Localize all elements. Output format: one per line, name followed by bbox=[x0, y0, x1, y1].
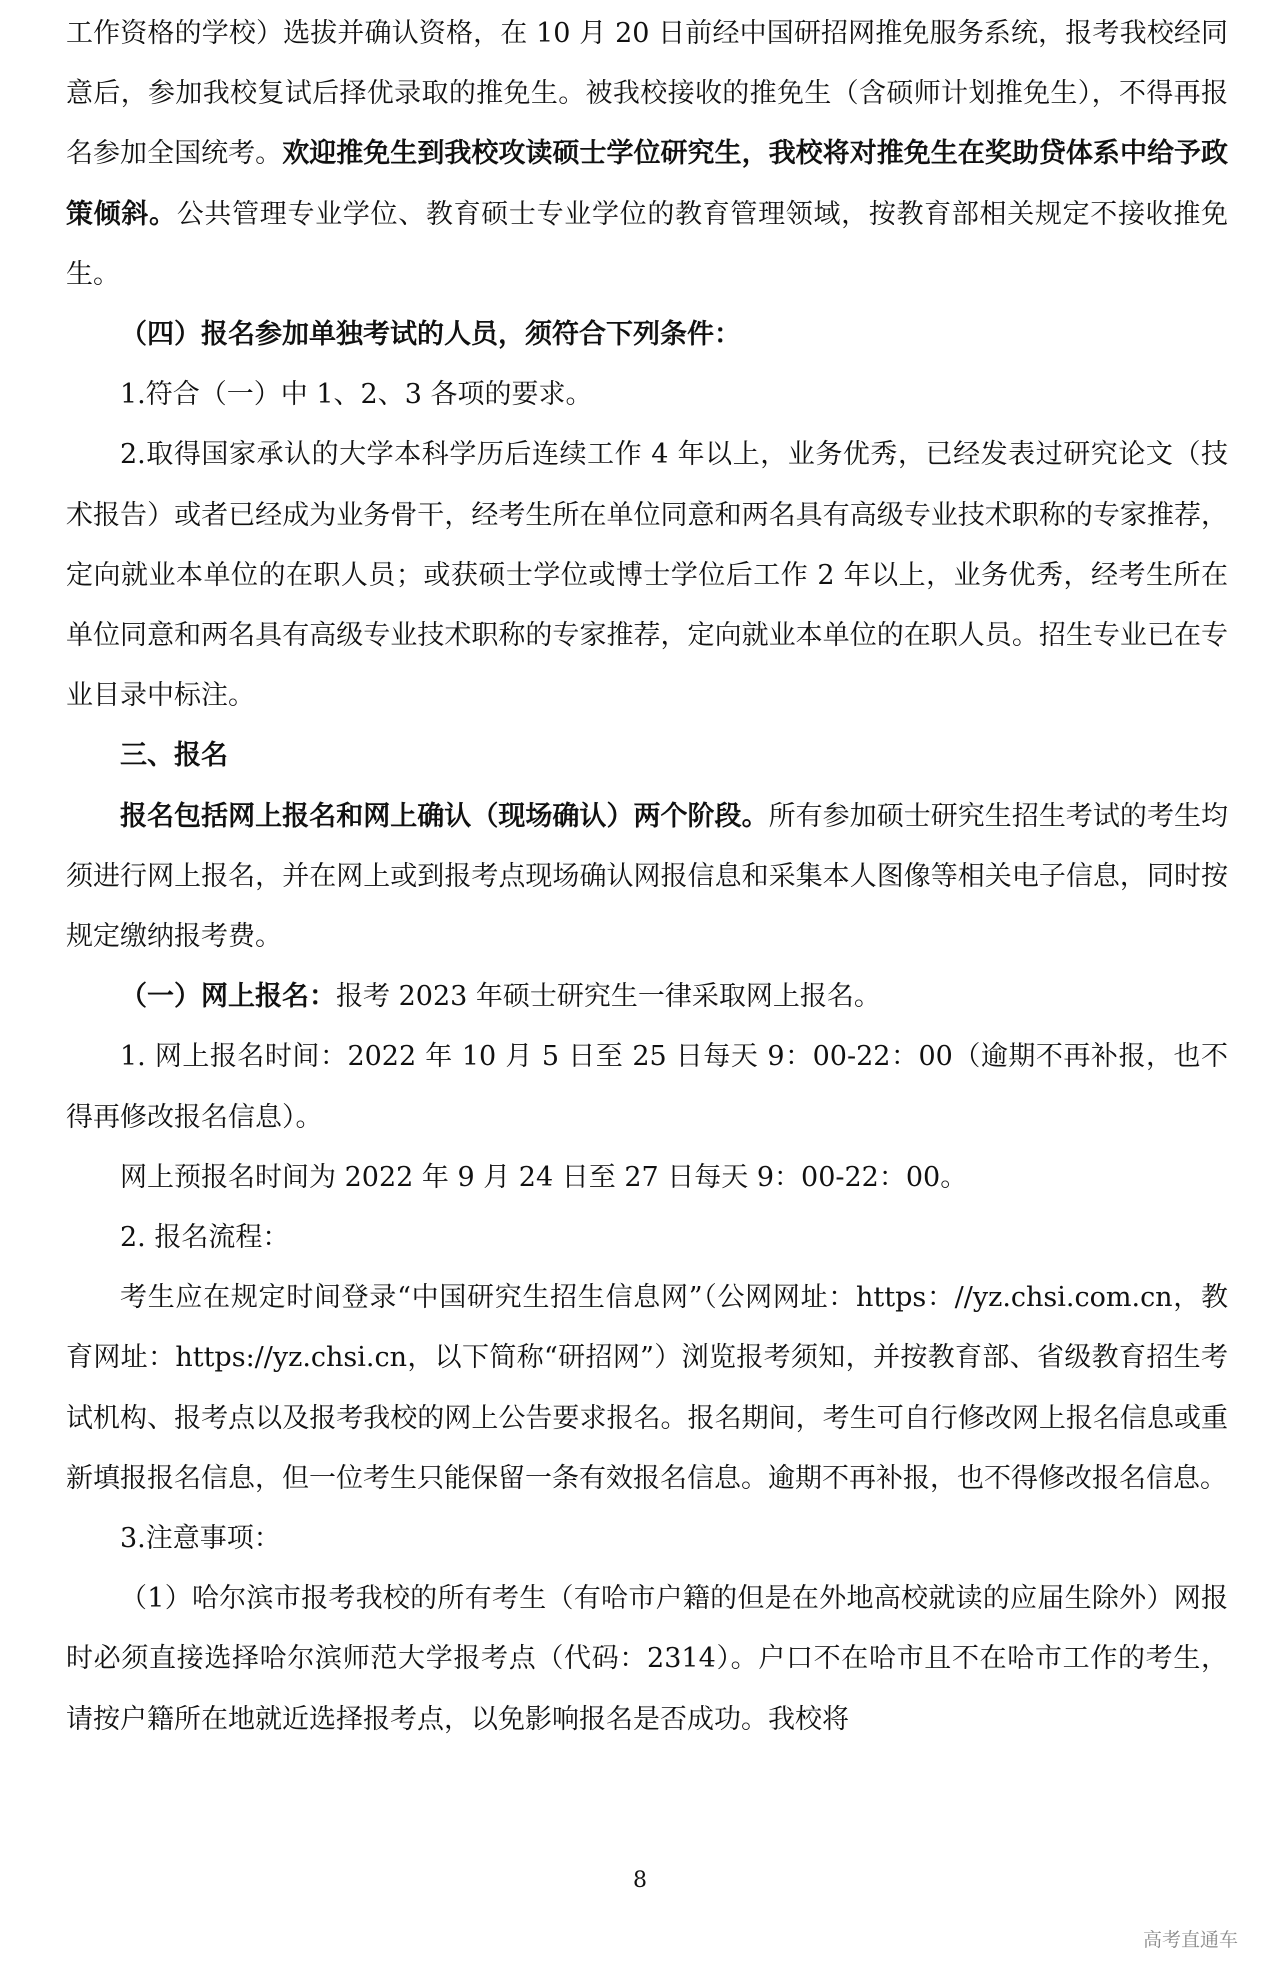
paragraph-tail: 所有参加硕士研究生招生考试的考生均须进行网上报名，并在网上或到报考点现场确认网报信息和采集本人图像等相关电子信息，同时按规定缴纳报考费。 bbox=[66, 800, 1229, 953]
section-heading-registration: 三、报名 bbox=[120, 740, 228, 772]
paragraph-note-1: （1）哈尔滨市报考我校的所有考生（有哈市户籍的但是在外地高校就读的应届生除外）网报时必须直接选择哈尔滨师范大学报考点（代码：2314）。户口不在哈市且不在哈市工作的考生，请按户籍所在地就近选择报考点，以免影响报名是否成功。我校将 bbox=[66, 1583, 1228, 1735]
list-item-condition-1: 1.符合（一）中 1、2、3 各项的要求。 bbox=[120, 379, 593, 411]
page-number: 8 bbox=[633, 1868, 647, 1893]
paragraph-emphasis: 报名包括网上报名和网上确认（现场确认）两个阶段。 bbox=[120, 800, 769, 832]
watermark: 高考直通车 bbox=[1142, 1929, 1238, 1951]
subsection-heading: （一）网上报名： bbox=[120, 981, 336, 1013]
subsection-online-registration bbox=[66, 967, 1228, 1027]
list-item-registration-process: 2. 报名流程： bbox=[120, 1222, 290, 1254]
list-item-registration-time: 1. 网上报名时间：2022 年 10 月 5 日至 25 日每天 9：00-22：00（逾期不再补报，也不得再修改报名信息）。 bbox=[66, 1041, 1228, 1133]
paragraph-registration-process: 考生应在规定时间登录“中国研究生招生信息网”（公网网址：https：//yz.chsi.com.cn，教育网址：https://yz.chsi.cn，以下简称“研招网”）浏览报考须知，并按教育部、省级教育招生考试机构、报考点以及报考我校的网上公告要求报名。报名期间，考生可自行修改网上报名信息或重新填报报名信息，但一位考生只能保留一条有效报名信息。逾期不再补报，也不得修改报名信息。 bbox=[66, 1282, 1228, 1494]
paragraph-text: 工作资格的学校）选拔并确认资格，在 10 月 20 日前经中国研招网推免服务系统，报考我校经同意后，参加我校复试后择优录取的推免生。被我校接收的推免生（含硕师计划推免生），不得再报名参加全国统考。 bbox=[66, 18, 1228, 170]
list-item-notes: 3.注意事项： bbox=[120, 1523, 281, 1555]
paragraph-emphasis: 欢迎推免生到我校攻读硕士学位研究生，我校将对推免生在奖助贷体系中给予政策倾斜。 bbox=[66, 138, 1229, 230]
paragraph-registration-intro bbox=[66, 787, 1228, 968]
body-text bbox=[66, 4, 1228, 1750]
paragraph-tail: 公共管理专业学位、教育硕士专业学位的教育管理领域，按教育部相关规定不接收推免生。 bbox=[66, 198, 1229, 290]
list-item-condition-2: 2.取得国家承认的大学本科学历后连续工作 4 年以上，业务优秀，已经发表过研究论文（技术报告）或者已经成为业务骨干，经考生所在单位同意和两名具有高级专业技术职称的专家推荐，定向就业本单位的在职人员；或获硕士学位或博士学位后工作 2 年以上，业务优秀，经考生所在单位同意和两名具有高级专业技术职称的专家推荐，定向就业本单位的在职人员。招生专业已在专业目录中标注。 bbox=[66, 439, 1228, 712]
paragraph-tail: 报考 2023 年硕士研究生一律采取网上报名。 bbox=[336, 981, 881, 1013]
paragraph-pre-registration-time: 网上预报名时间为 2022 年 9 月 24 日至 27 日每天 9：00-22：00。 bbox=[120, 1161, 968, 1193]
section-heading-separate-exam: （四）报名参加单独考试的人员，须符合下列条件： bbox=[120, 319, 741, 351]
paragraph-recommended-students bbox=[66, 4, 1228, 305]
